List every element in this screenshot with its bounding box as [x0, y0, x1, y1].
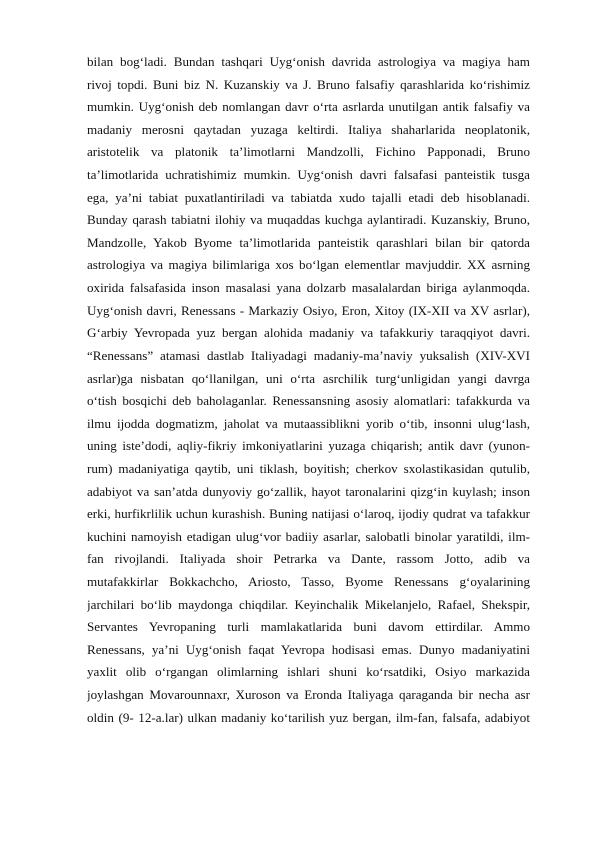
- text-line: mumkin. Uyg‘onish deb nomlangan davr o‘rta asrlarda unutilgan antik falsafiy va: [87, 99, 530, 115]
- text-line: madaniy merosni qaytadan yuzaga keltirdi. Italiya shaharlarida neoplatonik,: [87, 121, 530, 137]
- text-line: Mandzolle, Yakob Byome ta’limotlarida panteistik qarashlari bilan bir qatorda: [87, 234, 530, 250]
- text-line: yaxlit olib o‘rgangan olimlarning ishlari shuni ko‘rsatdiki, Osiyo markazida: [87, 664, 530, 680]
- text-line: oldin (9- 12-a.lar) ulkan madaniy ko‘tarilish yuz bergan, ilm-fan, falsafa, adabiyot: [87, 709, 530, 725]
- text-line: Uyg‘onish davri, Renessans - Markaziy Osiyo, Eron, Xitoy (IX-XII va XV asrlar),: [87, 302, 530, 318]
- text-line: uning iste’dodi, aqliy-fikriy imkoniyatlarini yuzaga chiqarish; antik davr (yunon-: [87, 438, 530, 454]
- text-line: kuchini namoyish etadigan ulug‘vor badiiy asarlar, salobatli binolar yaratildi, ilm-: [87, 528, 530, 544]
- text-line: “Renessans” atamasi dastlab Italiyadagi madaniy-ma’naviy yuksalish (XIV-XVI: [87, 347, 530, 363]
- text-line: Servantes Yevropaning turli mamlakatlarida buni davom ettirdilar. Ammo: [87, 619, 530, 635]
- text-line: astrologiya va magiya bilimlariga xos bo‘lgan elementlar mavjuddir. XX asrning: [87, 257, 530, 273]
- document-page: [87, 51, 530, 729]
- text-line: ilmu ijodda dogmatizm, jaholat va mutaassiblikni yorib o‘tib, insonni ulug‘lash,: [87, 415, 530, 431]
- text-line: fan rivojlandi. Italiyada shoir Petrarka va Dante, rassom Jotto, adib va: [87, 551, 530, 567]
- text-line: G‘arbiy Yevropada yuz bergan alohida madaniy va tafakkuriy taraqqiyot davri.: [87, 325, 530, 341]
- text-line: oxirida falsafasida inson masalasi yana dolzarb masalalardan biriga aylanmoqda.: [87, 280, 530, 296]
- text-line: Bunday qarash tabiatni ilohiy va muqaddas kuchga aylantiradi. Kuzanskiy, Bruno,: [87, 212, 530, 228]
- text-line: rivoj topdi. Buni biz N. Kuzanskiy va J. Bruno falsafiy qarashlarida ko‘rishimiz: [87, 76, 530, 92]
- text-line: joylashgan Movarounnaxr, Xuroson va Eronda Italiyaga qaraganda bir necha asr: [87, 687, 530, 703]
- text-line: Renessans, ya’ni Uyg‘onish faqat Yevropa hodisasi emas. Dunyo madaniyatini: [87, 641, 530, 657]
- text-line: o‘tish bosqichi deb baholaganlar. Renessansning asosiy alomatlari: tafakkurda va: [87, 393, 530, 409]
- text-line: jarchilari bo‘lib maydonga chiqdilar. Keyinchalik Mikelanjelo, Rafael, Shekspir,: [87, 596, 530, 612]
- text-line: erki, hurfikrlilik uchun kurashish. Buning natijasi o‘laroq, ijodiy qudrat va tafakkur: [87, 506, 530, 522]
- text-line: rum) madaniyatiga qaytib, uni tiklash, boyitish; cherkov sxolastikasidan qutulib,: [87, 460, 530, 476]
- text-line: bilan bog‘ladi. Bundan tashqari Uyg‘onish davrida astrologiya va magiya ham: [87, 54, 530, 69]
- text-line: asrlar)ga nisbatan qo‘llanilgan, uni o‘rta asrchilik turg‘unligidan yangi davrga: [87, 370, 530, 386]
- text-line: mutafakkirlar Bokkachcho, Ariosto, Tasso, Byome Renessans g‘oyalarining: [87, 574, 530, 590]
- text-line: aristotelik va platonik ta’limotlarni Mandzolli, Fichino Papponadi, Bruno: [87, 144, 530, 160]
- text-line: ta’limotlarida uchratishimiz mumkin. Uyg‘onish davri falsafasi panteistik tusga: [87, 167, 530, 183]
- text-line: ega, ya’ni tabiat puxatlantiriladi va tabiatda xudo tajalli etadi deb hisoblanadi.: [87, 189, 530, 205]
- text-line: adabiyot va san’atda dunyoviy go‘zallik, hayot taronalarini qizg‘in kuylash; inson: [87, 483, 530, 499]
